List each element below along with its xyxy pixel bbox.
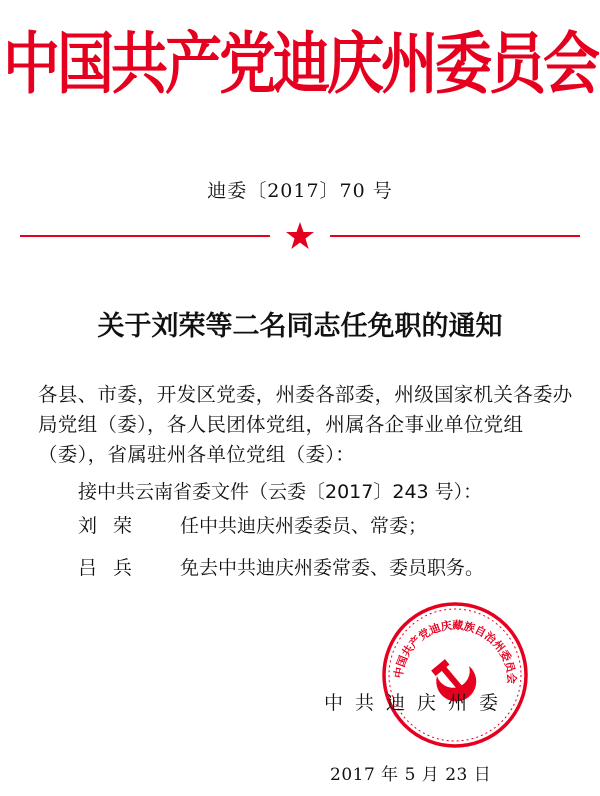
appointment-row	[78, 514, 427, 538]
addressee-paragraph: 各县、市委，开发区党委，州委各部委，州级国家机关各委办局党组（委），各人民团体党组，州属各企事业单位党组（委），省属驻州各单位党组（委）：	[38, 383, 573, 466]
appointee-name: 吕兵	[78, 557, 149, 579]
signing-date: 2017 年 5 月 23 日	[330, 765, 492, 785]
org-header-title: 中国共产党迪庆州委员会	[3, 25, 597, 104]
appointment-row	[78, 556, 484, 580]
document-number: 迪委〔2017〕70 号	[207, 180, 393, 202]
header-divider	[20, 233, 580, 253]
basis-paragraph: 接中共云南省委文件（云委〔2017〕243 号）：	[78, 481, 483, 503]
appointment-action: 任中共迪庆州委委员、常委；	[180, 515, 428, 537]
divider-line-right	[330, 235, 580, 237]
signing-organization: 中共迪庆州委	[324, 692, 511, 714]
red-star-icon	[285, 221, 315, 251]
appointee-name: 刘荣	[78, 515, 149, 537]
official-seal	[380, 600, 530, 750]
appointment-action: 免去中共迪庆州委常委、委员职务。	[180, 557, 485, 579]
notice-title: 关于刘荣等二名同志任免职的通知	[97, 311, 503, 342]
divider-line-left	[20, 235, 270, 237]
svg-text:中国共产党迪庆藏族自治州委员会	[391, 618, 519, 685]
seal-text: 中国共产党迪庆藏族自治州委员会	[391, 618, 519, 685]
